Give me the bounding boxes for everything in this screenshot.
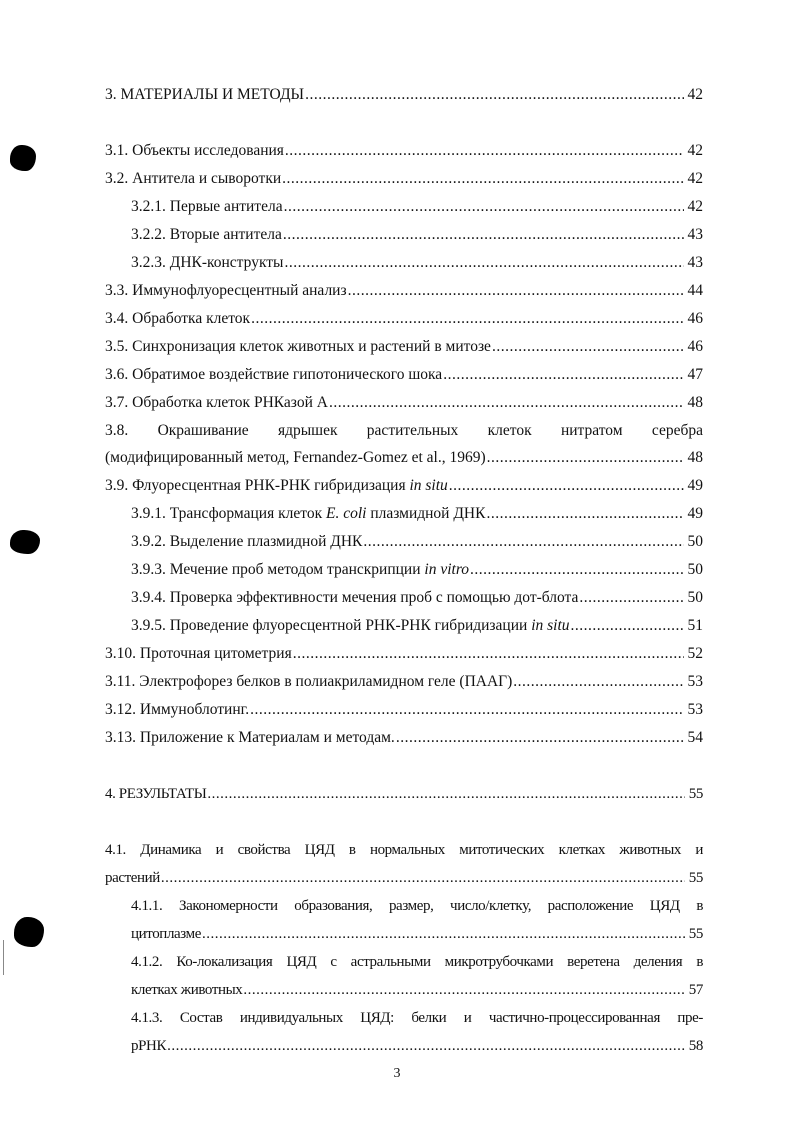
toc-entry-3-7[interactable] <box>105 391 703 415</box>
title-text: плазмидной ДНК <box>366 505 486 522</box>
toc-entry-4-1-1-line2[interactable] <box>131 922 703 946</box>
title-text: 3.9.1. Трансформация клеток <box>131 505 326 522</box>
toc-entry-3[interactable] <box>105 83 703 107</box>
toc-page-number: 42 <box>687 86 703 103</box>
toc-entry-3-2-1[interactable] <box>131 195 703 219</box>
toc-entry-title: 3.1. Объекты исследования <box>105 142 284 159</box>
toc-entry-3-9[interactable] <box>105 474 703 498</box>
toc-entry-3-10[interactable] <box>105 642 703 666</box>
toc-entry-title: 3.12. Иммуноблотинг. <box>105 701 250 718</box>
leader-dots <box>293 642 684 666</box>
toc-entry-title: рРНК <box>131 1038 167 1054</box>
toc-entry-4[interactable] <box>105 782 703 806</box>
toc-entry-3-9-5[interactable] <box>131 614 703 638</box>
toc-page-number: 42 <box>687 142 703 159</box>
leader-dots <box>348 279 684 303</box>
toc-entry-title <box>131 614 570 638</box>
toc-entry-3-9-4[interactable] <box>131 586 703 610</box>
toc-entry-title: 3.2.1. Первые антитела <box>131 198 283 215</box>
leader-dots <box>486 502 683 526</box>
toc-page-number: 46 <box>687 338 703 355</box>
toc-entry-title: цитоплазме <box>131 926 201 942</box>
toc-entry-title <box>105 474 448 498</box>
toc-entry-3-2-2[interactable] <box>131 223 703 247</box>
leader-dots <box>283 223 684 247</box>
leader-dots <box>284 195 684 219</box>
leader-dots <box>579 586 683 610</box>
toc-entry-4-1-1-line1[interactable]: 4.1.1. Закономерности образования, размер, число/клетку, расположение ЦЯД в <box>131 898 703 914</box>
toc-page-number: 55 <box>688 786 703 802</box>
leader-dots <box>470 558 683 582</box>
toc-page-number: 51 <box>687 617 703 634</box>
toc-page-number: 44 <box>687 282 703 299</box>
toc-entry-4-1-3-line1[interactable]: 4.1.3. Состав индивидуальных ЦЯД: белки и частично-процессированная пре- <box>131 1010 703 1026</box>
toc-entry-title: 4. РЕЗУЛЬТАТЫ <box>105 786 207 802</box>
toc-page-number: 58 <box>688 1038 703 1054</box>
toc-entry-3-3[interactable] <box>105 279 703 303</box>
toc-entry-title: 3.9.2. Выделение плазмидной ДНК <box>131 533 363 550</box>
toc-entry-3-2[interactable] <box>105 167 703 191</box>
leader-dots <box>243 978 684 1002</box>
toc-page-number: 46 <box>687 310 703 327</box>
title-italic: in situ <box>531 617 570 634</box>
toc-entry-title: 3.13. Приложение к Материалам и методам. <box>105 729 395 746</box>
leader-dots <box>492 335 684 359</box>
title-text: 3.9. Флуоресцентная РНК-РНК гибридизация <box>105 477 410 494</box>
toc-page-number: 53 <box>687 701 703 718</box>
toc-entry-3-9-1[interactable] <box>131 502 703 526</box>
leader-dots <box>251 307 683 331</box>
leader-dots <box>449 474 684 498</box>
leader-dots <box>443 363 683 387</box>
toc-entry-title: 3.2. Антитела и сыворотки <box>105 170 282 187</box>
toc-entry-3-12[interactable] <box>105 698 703 722</box>
leader-dots <box>363 530 683 554</box>
toc-entry-title: 3.11. Электрофорез белков в полиакриламидном геле (ПААГ) <box>105 673 513 690</box>
toc-entry-title: 3.6. Обратимое воздействие гипотонического шока <box>105 366 443 383</box>
toc-page-number: 50 <box>687 533 703 550</box>
title-text: 3.9.5. Проведение флуоресцентной РНК-РНК гибридизации <box>131 617 532 634</box>
toc-entry-title: 3.10. Проточная цитометрия <box>105 645 292 662</box>
toc-page-number: 53 <box>687 673 703 690</box>
toc-entry-4-1-line1[interactable]: 4.1. Динамика и свойства ЦЯД в нормальных митотических клетках животных и <box>105 842 703 858</box>
toc-page-number: 49 <box>687 477 703 494</box>
title-italic: in situ <box>409 477 448 494</box>
leader-dots <box>513 670 683 694</box>
toc-page-number: 47 <box>687 366 703 383</box>
toc-page-number: 55 <box>688 870 703 886</box>
toc-entry-title: 3.9.4. Проверка эффективности мечения проб с помощью дот-блота <box>131 589 579 606</box>
toc-page-number: 55 <box>688 926 703 942</box>
toc-page-number: 50 <box>687 589 703 606</box>
toc-entry-title: (модифицированный метод, Fernandez-Gomez et al., 1969) <box>105 449 486 466</box>
title-italic: E. coli <box>325 505 367 522</box>
toc-page-number: 43 <box>687 254 703 271</box>
toc-entry-4-1-line2[interactable] <box>105 866 703 890</box>
toc-page-number: 42 <box>687 198 703 215</box>
toc-entry-title <box>131 558 469 582</box>
toc-entry-title: 3.7. Обработка клеток РНКазой А <box>105 394 328 411</box>
toc-page-number: 48 <box>687 449 703 466</box>
toc-page-number: 49 <box>687 505 703 522</box>
toc-page-number: 57 <box>688 982 703 998</box>
leader-dots <box>167 1034 685 1058</box>
toc-entry-title: 3.2.3. ДНК-конструкты <box>131 254 284 271</box>
leader-dots <box>329 391 684 415</box>
toc-page-number: 52 <box>687 645 703 662</box>
toc-entry-3-9-3[interactable] <box>131 558 703 582</box>
leader-dots <box>207 782 684 806</box>
toc-entry-title: 3.2.2. Вторые антитела <box>131 226 282 243</box>
leader-dots <box>285 139 684 163</box>
leader-dots <box>571 614 684 638</box>
toc-entry-3-8-line1[interactable]: 3.8. Окрашивание ядрышек растительных клеток нитратом серебра <box>105 422 703 439</box>
leader-dots <box>305 83 683 107</box>
leader-dots <box>202 922 685 946</box>
toc-page-number: 48 <box>687 394 703 411</box>
toc-page-number: 43 <box>687 226 703 243</box>
toc-entry-3-13[interactable] <box>105 726 703 750</box>
title-text: 3.9.3. Мечение проб методом транскрипции <box>131 561 425 578</box>
toc-entry-3-9-2[interactable] <box>131 530 703 554</box>
toc-entry-3-6[interactable] <box>105 363 703 387</box>
toc-entry-4-1-2-line1[interactable]: 4.1.2. Ко-локализация ЦЯД с астральными микротрубочками веретена деления в <box>131 954 703 970</box>
toc-entry-title: 3.5. Синхронизация клеток животных и растений в митозе <box>105 338 491 355</box>
toc-entry-4-1-3-line2[interactable] <box>131 1034 703 1058</box>
toc-entry-title: клетках животных <box>131 982 243 998</box>
scan-blot-artifact <box>10 530 40 554</box>
toc-entry-title: растений <box>105 870 160 886</box>
title-italic: in vitro <box>424 561 470 578</box>
toc-entry-3-2-3[interactable] <box>131 251 703 275</box>
toc-entry-4-1-2-line2[interactable] <box>131 978 703 1002</box>
toc-entry-title: 3.4. Обработка клеток <box>105 310 251 327</box>
toc-entry-3-1[interactable] <box>105 139 703 163</box>
toc-entry-title: 3.3. Иммунофлуоресцентный анализ <box>105 282 347 299</box>
leader-dots <box>161 866 685 890</box>
scan-margin-line <box>3 940 4 975</box>
toc-entry-title <box>131 502 485 526</box>
toc-entry-3-4[interactable] <box>105 307 703 331</box>
toc-page-number: 54 <box>687 729 703 746</box>
leader-dots <box>282 167 683 191</box>
toc-entry-3-11[interactable] <box>105 670 703 694</box>
scan-blot-artifact <box>14 917 44 947</box>
toc-entry-3-8-line2[interactable] <box>105 446 703 470</box>
leader-dots <box>250 698 683 722</box>
leader-dots <box>396 726 684 750</box>
toc-page-number: 50 <box>687 561 703 578</box>
leader-dots <box>284 251 683 275</box>
toc-entry-3-5[interactable] <box>105 335 703 359</box>
leader-dots <box>487 446 684 470</box>
toc-entry-title: 3. МАТЕРИАЛЫ И МЕТОДЫ <box>105 86 305 103</box>
scan-blot-artifact <box>10 145 36 171</box>
toc-page-number: 42 <box>687 170 703 187</box>
page-number-footer: 3 <box>393 1066 401 1081</box>
